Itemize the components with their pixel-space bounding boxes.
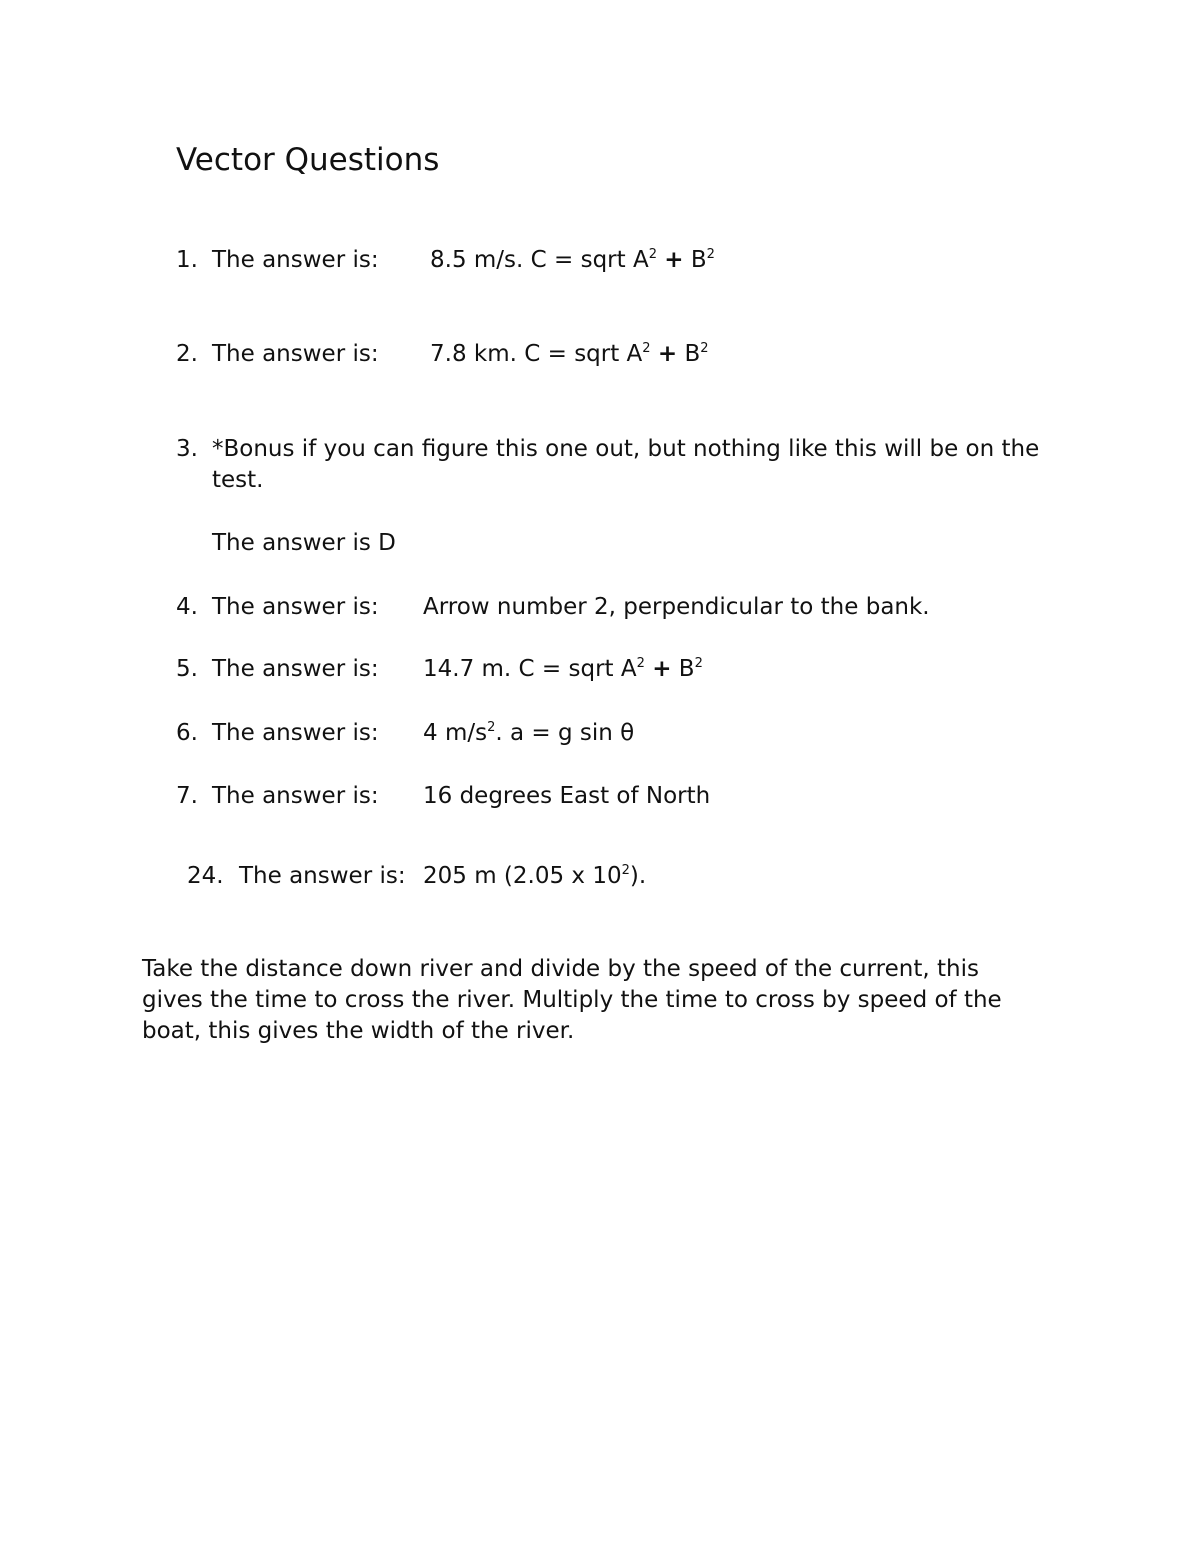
item-number: 24. — [187, 863, 224, 889]
answer-text-b: B — [684, 341, 701, 367]
superscript: 2 — [642, 341, 651, 356]
explanation-line: gives the time to cross the river. Multiply the time to cross by speed of the — [142, 987, 1002, 1013]
answer-text: 205 m (2.05 x 10 — [423, 863, 622, 889]
superscript: 2 — [648, 247, 657, 262]
bonus-text-line-1: *Bonus if you can figure this one out, but nothing like this will be on the — [212, 436, 1040, 462]
answer-text: 8.5 m/s. C = sqrt A — [430, 247, 649, 273]
explanation-line: Take the distance down river and divide by the speed of the current, this — [142, 956, 979, 982]
answer-text-rest: . a = g sin θ — [495, 720, 635, 746]
answer-label: The answer is: — [212, 656, 379, 682]
superscript: 2 — [706, 247, 715, 262]
answer-text: 4 m/s — [423, 720, 488, 746]
item-number: 7. — [176, 783, 198, 809]
answer-value — [430, 339, 709, 370]
answer-label: The answer is: — [212, 247, 379, 273]
answer-text-rest: ). — [629, 863, 647, 889]
superscript: 2 — [694, 656, 703, 671]
plus-sign: + — [657, 341, 678, 367]
answer-text-b: B — [678, 656, 695, 682]
answer-text: 16 degrees East of North — [423, 783, 711, 809]
answer-label: The answer is: — [239, 863, 406, 889]
item-number: 5. — [176, 656, 198, 682]
item-number: 2. — [176, 341, 198, 367]
bonus-text-line-2: test. — [212, 467, 264, 493]
superscript: 2 — [636, 656, 645, 671]
answer-label: The answer is: — [212, 341, 379, 367]
answer-label: The answer is: — [212, 783, 379, 809]
item-number: 3. — [176, 436, 198, 462]
answer-text-b: B — [690, 247, 707, 273]
answer-value — [423, 654, 703, 685]
plus-sign: + — [664, 247, 684, 273]
page-title: Vector Questions — [176, 142, 440, 178]
bonus-answer: The answer is D — [212, 530, 396, 556]
answer-value — [430, 245, 715, 276]
answer-label: The answer is: — [212, 720, 379, 746]
item-number: 4. — [176, 594, 198, 620]
superscript: 2 — [621, 863, 630, 878]
answer-text: 14.7 m. C = sqrt A — [423, 656, 637, 682]
item-number: 1. — [176, 247, 198, 273]
plus-sign: + — [652, 656, 672, 682]
answer-value — [423, 718, 634, 749]
answer-text: 7.8 km. C = sqrt A — [430, 341, 643, 367]
explanation-line: boat, this gives the width of the river. — [142, 1018, 575, 1044]
item-number: 6. — [176, 720, 198, 746]
answer-value — [423, 861, 646, 892]
superscript: 2 — [700, 341, 709, 356]
answer-label: The answer is: — [212, 594, 379, 620]
explanation-paragraph — [142, 954, 1062, 1047]
superscript: 2 — [487, 720, 496, 735]
answer-text: Arrow number 2, perpendicular to the bank. — [423, 594, 930, 620]
